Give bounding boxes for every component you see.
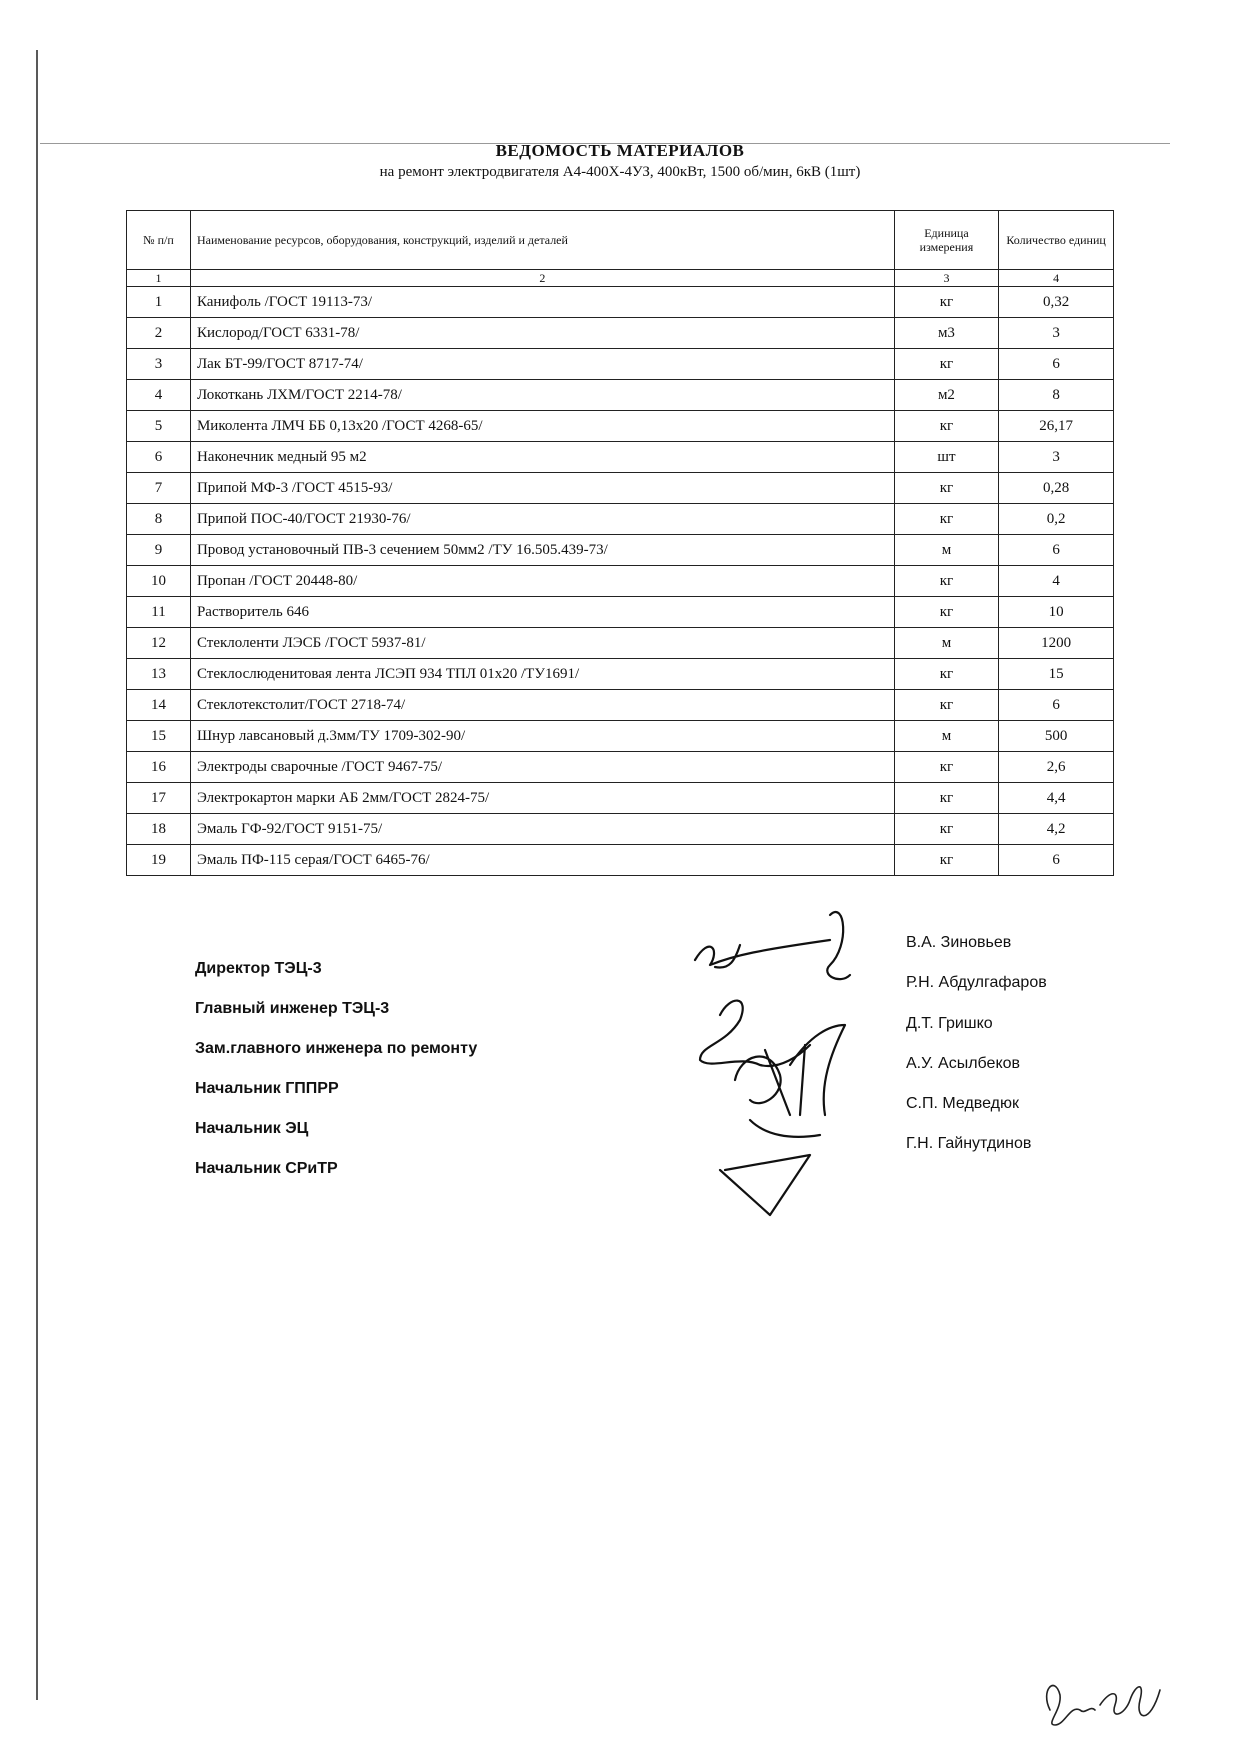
unit-cell: кг: [894, 566, 999, 597]
handwritten-signatures: [680, 905, 920, 1235]
unit-cell: м: [894, 628, 999, 659]
table-row: [127, 473, 1114, 504]
table-row: [127, 814, 1114, 845]
row-number: 11: [127, 597, 191, 628]
unit-cell: кг: [894, 814, 999, 845]
unit-cell: кг: [894, 783, 999, 814]
material-name: Кислород/ГОСТ 6331-78/: [190, 318, 894, 349]
quantity-cell: 8: [999, 380, 1114, 411]
table-row: [127, 690, 1114, 721]
row-number: 5: [127, 411, 191, 442]
table-row: [127, 721, 1114, 752]
unit-cell: кг: [894, 597, 999, 628]
header-qty: Количество единиц: [999, 211, 1114, 270]
unit-cell: кг: [894, 504, 999, 535]
signatory-position: Начальник СРиТР: [195, 1160, 338, 1177]
material-name: Эмаль ПФ-115 серая/ГОСТ 6465-76/: [190, 845, 894, 876]
materials-table: [126, 210, 1114, 876]
row-number: 6: [127, 442, 191, 473]
material-name: Локоткань ЛХМ/ГОСТ 2214-78/: [190, 380, 894, 411]
material-name: Стеклоленти ЛЭСБ /ГОСТ 5937-81/: [190, 628, 894, 659]
table-row: [127, 411, 1114, 442]
table-row: [127, 380, 1114, 411]
document-subtitle: на ремонт электродвигателя А4-400Х-4УЗ, 400кВт, 1500 об/мин, 6кВ (1шт): [379, 164, 861, 180]
margin-line: [36, 50, 38, 1700]
table-header-row: [127, 211, 1114, 270]
row-number: 16: [127, 752, 191, 783]
unit-cell: м: [894, 535, 999, 566]
table-row: [127, 659, 1114, 690]
row-number: 15: [127, 721, 191, 752]
row-number: 4: [127, 380, 191, 411]
row-number: 14: [127, 690, 191, 721]
table-row: [127, 752, 1114, 783]
material-name: Припой МФ-3 /ГОСТ 4515-93/: [190, 473, 894, 504]
row-number: 7: [127, 473, 191, 504]
signature-block: [0, 934, 1240, 1240]
row-number: 2: [127, 318, 191, 349]
material-name: Канифоль /ГОСТ 19113-73/: [190, 287, 894, 318]
signatory-position: Директор ТЭЦ-3: [195, 960, 322, 977]
row-number: 17: [127, 783, 191, 814]
material-name: Провод установочный ПВ-3 сечением 50мм2 /ТУ 16.505.439-73/: [190, 535, 894, 566]
material-name: Наконечник медный 95 м2: [190, 442, 894, 473]
quantity-cell: 6: [999, 690, 1114, 721]
quantity-cell: 10: [999, 597, 1114, 628]
unit-cell: кг: [894, 473, 999, 504]
quantity-cell: 0,32: [999, 287, 1114, 318]
header-name: Наименование ресурсов, оборудования, конструкций, изделий и деталей: [190, 211, 894, 270]
material-name: Стеклослюденитовая лента ЛСЭП 934 ТПЛ 01х20 /ТУ1691/: [190, 659, 894, 690]
quantity-cell: 0,28: [999, 473, 1114, 504]
row-number: 13: [127, 659, 191, 690]
material-name: Электрокартон марки АБ 2мм/ГОСТ 2824-75/: [190, 783, 894, 814]
unit-cell: кг: [894, 287, 999, 318]
column-index: 2: [190, 270, 894, 287]
material-name: Пропан /ГОСТ 20448-80/: [190, 566, 894, 597]
signatory-name: Р.Н. Абдулгафаров: [906, 974, 1047, 991]
material-name: Растворитель 646: [190, 597, 894, 628]
unit-cell: кг: [894, 349, 999, 380]
signatory-position: Начальник ЭЦ: [195, 1120, 309, 1137]
quantity-cell: 1200: [999, 628, 1114, 659]
row-number: 18: [127, 814, 191, 845]
document-title: ВЕДОМОСТЬ МАТЕРИАЛОВ: [495, 141, 745, 160]
row-number: 1: [127, 287, 191, 318]
unit-cell: кг: [894, 752, 999, 783]
material-name: Шнур лавсановый д.3мм/ТУ 1709-302-90/: [190, 721, 894, 752]
quantity-cell: 4,2: [999, 814, 1114, 845]
column-index: 4: [999, 270, 1114, 287]
table-row: [127, 349, 1114, 380]
header-no: № п/п: [127, 211, 191, 270]
signatory-position: Зам.главного инженера по ремонту: [195, 1040, 478, 1057]
quantity-cell: 15: [999, 659, 1114, 690]
unit-cell: кг: [894, 659, 999, 690]
signatory-name: Г.Н. Гайнутдинов: [906, 1135, 1032, 1152]
table-row: [127, 597, 1114, 628]
signatory-name: А.У. Асылбеков: [906, 1055, 1021, 1072]
quantity-cell: 4,4: [999, 783, 1114, 814]
quantity-cell: 26,17: [999, 411, 1114, 442]
unit-cell: кг: [894, 845, 999, 876]
table-row: [127, 442, 1114, 473]
material-name: Стеклотекстолит/ГОСТ 2718-74/: [190, 690, 894, 721]
row-number: 9: [127, 535, 191, 566]
material-name: Лак БТ-99/ГОСТ 8717-74/: [190, 349, 894, 380]
signatory-position: Главный инженер ТЭЦ-3: [195, 1000, 390, 1017]
row-number: 12: [127, 628, 191, 659]
row-number: 8: [127, 504, 191, 535]
signatory-name: С.П. Медведюк: [906, 1095, 1019, 1112]
table-row: [127, 783, 1114, 814]
quantity-cell: 0,2: [999, 504, 1114, 535]
column-index-row: [127, 270, 1114, 287]
unit-cell: шт: [894, 442, 999, 473]
quantity-cell: 6: [999, 535, 1114, 566]
table-row: [127, 318, 1114, 349]
table-row: [127, 566, 1114, 597]
header-unit: Единица измерения: [894, 211, 999, 270]
table-row: [127, 628, 1114, 659]
table-body: [127, 287, 1114, 876]
row-number: 10: [127, 566, 191, 597]
row-number: 19: [127, 845, 191, 876]
quantity-cell: 3: [999, 318, 1114, 349]
material-name: Миколента ЛМЧ ББ 0,13х20 /ГОСТ 4268-65/: [190, 411, 894, 442]
quantity-cell: 6: [999, 349, 1114, 380]
corner-initials-signature: [1030, 1660, 1180, 1740]
quantity-cell: 4: [999, 566, 1114, 597]
signatory-position: Начальник ГППРР: [195, 1080, 339, 1097]
table-row: [127, 845, 1114, 876]
unit-cell: кг: [894, 411, 999, 442]
column-index: 3: [894, 270, 999, 287]
quantity-cell: 2,6: [999, 752, 1114, 783]
unit-cell: м2: [894, 380, 999, 411]
quantity-cell: 6: [999, 845, 1114, 876]
signatory-name: Д.Т. Гришко: [906, 1015, 993, 1032]
quantity-cell: 3: [999, 442, 1114, 473]
unit-cell: м: [894, 721, 999, 752]
table-row: [127, 535, 1114, 566]
row-number: 3: [127, 349, 191, 380]
material-name: Припой ПОС-40/ГОСТ 21930-76/: [190, 504, 894, 535]
signatory-name: В.А. Зиновьев: [906, 934, 1012, 951]
unit-cell: кг: [894, 690, 999, 721]
table-row: [127, 287, 1114, 318]
material-name: Эмаль ГФ-92/ГОСТ 9151-75/: [190, 814, 894, 845]
table-row: [127, 504, 1114, 535]
material-name: Электроды сварочные /ГОСТ 9467-75/: [190, 752, 894, 783]
column-index: 1: [127, 270, 191, 287]
unit-cell: м3: [894, 318, 999, 349]
quantity-cell: 500: [999, 721, 1114, 752]
